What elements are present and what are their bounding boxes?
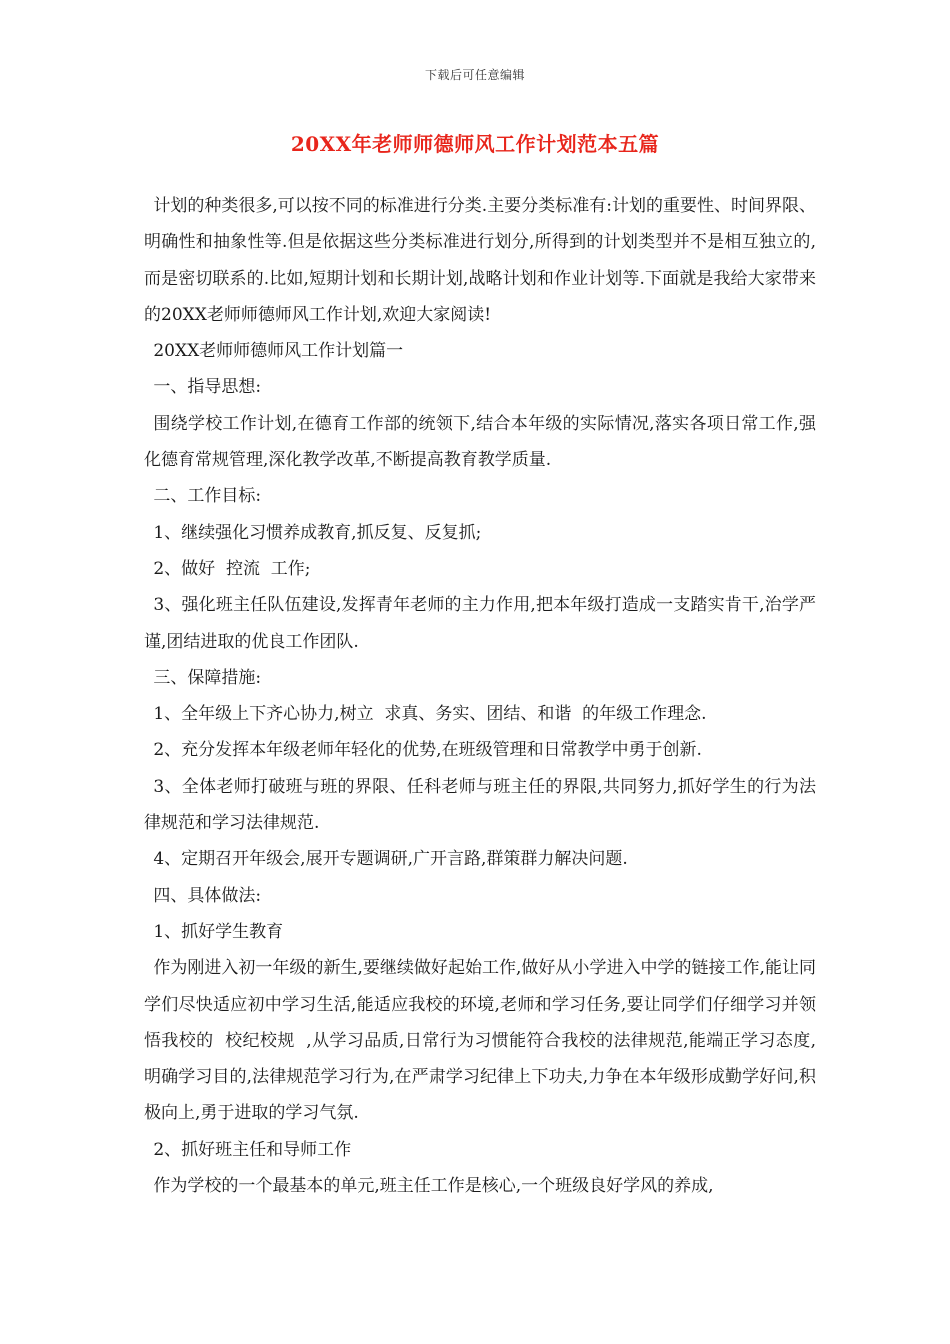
list-item: 1、继续强化习惯养成教育,抓反复、反复抓;: [153, 522, 482, 543]
list-item: 2、充分发挥本年级老师年轻化的优势,在班级管理和日常教学中勇于创新.: [153, 740, 702, 761]
document-title: 20XX年老师师德师风工作计划范本五篇: [290, 132, 660, 156]
subheading: 二、工作目标:: [153, 486, 262, 507]
intro-paragraph: 计划的种类很多,可以按不同的标准进行分类.主要分类标准有:计划的重要性、时间界限、明确性和抽象性等.但是依据这些分类标准进行划分,所得到的计划类型并不是相互独立的,而是密切联系的.比如,短期计划和长期计划,战略计划和作业计划等.下面就是我给大家带来的20XX老师师德师风工作计划,欢迎大家阅读!: [144, 196, 816, 325]
section-heading: 20XX老师师德师风工作计划篇一: [153, 341, 404, 362]
list-item: 2、做好 控流 工作;: [153, 558, 311, 579]
list-item: 1、抓好学生教育: [153, 921, 284, 942]
list-item: 3、强化班主任队伍建设,发挥青年老师的主力作用,把本年级打造成一支踏实肯干,治学严谨,团结进取的优良工作团队.: [144, 595, 816, 652]
body-paragraph: 围绕学校工作计划,在德育工作部的统领下,结合本年级的实际情况,落实各项日常工作,强化德育常规管理,深化教学改革,不断提高教育教学质量.: [144, 413, 816, 471]
subheading: 一、指导思想:: [153, 377, 262, 398]
document-body: [144, 188, 816, 1204]
list-item: 2、抓好班主任和导师工作: [153, 1139, 352, 1160]
subheading: 四、具体做法:: [153, 885, 262, 906]
list-item: 3、全体老师打破班与班的界限、任科老师与班主任的界限,共同努力,抓好学生的行为法律规范和学习法律规范.: [144, 776, 816, 834]
list-item: 4、定期召开年级会,展开专题调研,广开言路,群策群力解决问题.: [153, 849, 628, 870]
subheading: 三、保障措施:: [153, 667, 262, 688]
header-note: 下载后可任意编辑: [424, 68, 525, 82]
body-paragraph: 作为学校的一个最基本的单元,班主任工作是核心,一个班级良好学风的养成,: [153, 1176, 714, 1197]
body-paragraph: 作为刚进入初一年级的新生,要继续做好起始工作,做好从小学进入中学的链接工作,能让同学们尽快适应初中学习生活,能适应我校的环境,老师和学习任务,要让同学们仔细学习并领悟我校的 校纪校规 ,从学习品质,日常行为习惯能符合我校的法律规范,能端正学习态度,明确学习目的,法律规范学习行为,在严肃学习纪律上下功夫,力争在本年级形成勤学好问,积极向上,勇于进取的学习气氛.: [144, 958, 816, 1124]
list-item: 1、全年级上下齐心协力,树立 求真、务实、团结、和谐 的年级工作理念.: [153, 704, 707, 725]
